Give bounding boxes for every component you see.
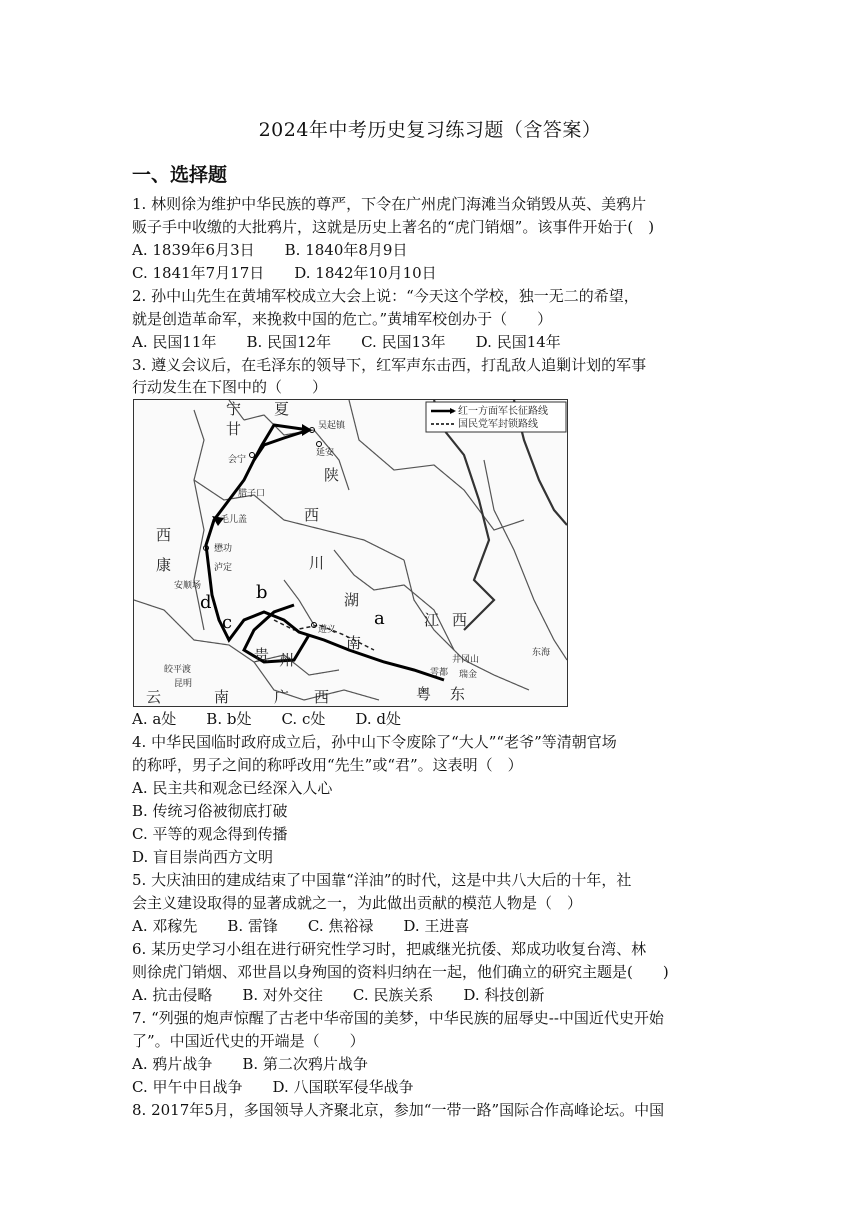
marker-d: d [200, 592, 212, 613]
province-label: 南 [214, 688, 230, 706]
place-label: 吴起镇 [318, 421, 346, 431]
q7-line-1: 7. “列强的炮声惊醒了古老中华帝国的美梦，中华民族的屈辱史--中国近代史开始 [132, 1009, 664, 1027]
q2-line-1: 2. 孙中山先生在黄埔军校成立大会上说：“今天这个学校，独一无二的希望， [132, 287, 639, 305]
section-heading: 一、选择题 [132, 164, 228, 186]
legend-route: 红一方面军长征路线 [458, 406, 548, 417]
place-label: 懋功 [214, 544, 233, 554]
province-label: 贵 [254, 646, 270, 664]
marker-a: a [374, 608, 385, 629]
province-labels [146, 400, 467, 706]
place-label: 腊子口 [238, 489, 266, 499]
q5-line-1: 5. 大庆油田的建成结束了中国靠“洋油”的时代，这是中共八大后的十年，社 [132, 871, 632, 889]
q6-line-2: 则徐虎门销烟、邓世昌以身殉国的资料归纳在一起，他们确立的研究主题是( ) [132, 963, 669, 981]
province-label: 夏 [274, 400, 290, 418]
place-label: 东海 [532, 648, 551, 658]
province-label: 西 [304, 506, 320, 524]
province-label: 甘 [226, 420, 242, 438]
q4-option-b: B. 传统习俗被彻底打破 [132, 802, 288, 820]
place-label: 会宁 [228, 455, 247, 465]
province-label: 宁 [226, 400, 242, 418]
place-label: 昆明 [174, 679, 193, 689]
q4-line-1: 4. 中华民国临时政府成立后，孙中山下令废除了“大人”“老爷”等清朝官场 [132, 733, 617, 751]
long-march-map [133, 399, 568, 707]
q3-line-1: 3. 遵义会议后，在毛泽东的领导下，红军声东击西，打乱敌人追剿计划的军事 [132, 356, 647, 374]
q3-line-2: 行动发生在下图中的（ ） [132, 378, 328, 396]
document-title: 2024年中考历史复习练习题（含答案） [258, 119, 602, 141]
province-label: 东 [450, 685, 466, 703]
province-label: 西 [156, 526, 172, 544]
province-label: 江 [424, 611, 440, 629]
place-label: 毛儿盖 [220, 515, 248, 525]
legend-blockade: 国民党军封锁路线 [458, 419, 538, 430]
q1-options-cd: C. 1841年7月17日 D. 1842年10月10日 [132, 264, 437, 282]
place-label: 皎平渡 [164, 665, 192, 675]
q5-options: A. 邓稼先 B. 雷锋 C. 焦裕禄 D. 王进喜 [132, 917, 470, 935]
q4-line-2: 的称呼，男子之间的称呼改用“先生”或“君”。这表明（ ） [132, 756, 523, 774]
province-label: 粤 [416, 685, 432, 703]
rivers [434, 400, 567, 630]
q5-line-2: 会主义建设取得的显著成就之一，为此做出贡献的模范人物是（ ） [132, 894, 583, 912]
q7-options-cd: C. 甲午中日战争 D. 八国联军侵华战争 [132, 1078, 414, 1096]
province-borders [134, 400, 567, 700]
marker-c: c [222, 612, 233, 633]
province-label: 西 [314, 688, 330, 706]
place-label: 延安 [316, 448, 335, 458]
q1-line-1: 1. 林则徐为维护中华民族的尊严，下令在广州虎门海滩当众销毁从英、美鸦片 [132, 195, 647, 213]
q2-options: A. 民国11年 B. 民国12年 C. 民国13年 D. 民国14年 [132, 333, 561, 351]
province-label: 西 [452, 611, 468, 629]
q1-options-ab: A. 1839年6月3日 B. 1840年8月9日 [132, 241, 408, 259]
q7-options-ab: A. 鸦片战争 B. 第二次鸦片战争 [132, 1055, 368, 1073]
q7-line-2: 了”。中国近代史的开端是（ ） [132, 1032, 365, 1050]
q6-options: A. 抗击侵略 B. 对外交往 C. 民族关系 D. 科技创新 [132, 986, 545, 1004]
place-label: 遵义 [318, 625, 337, 635]
place-label: 泸定 [214, 563, 233, 573]
q8-line-1: 8. 2017年5月，多国领导人齐聚北京，参加“一带一路”国际合作高峰论坛。中国 [132, 1101, 665, 1119]
province-label: 陕 [324, 466, 340, 484]
province-label: 康 [156, 556, 172, 574]
map-legend [426, 402, 566, 432]
province-label: 州 [279, 651, 295, 669]
q4-option-c: C. 平等的观念得到传播 [132, 825, 288, 843]
province-label: 广 [274, 688, 290, 706]
q1-line-2: 贩子手中收缴的大批鸦片，这就是历史上著名的“虎门销烟”。该事件开始于( ) [132, 218, 655, 236]
q2-line-2: 就是创造革命军，来挽救中国的危亡。”黄埔军校创办于（ ） [132, 310, 553, 328]
marker-b: b [256, 582, 268, 603]
province-label: 川 [309, 554, 325, 572]
q3-options: A. a处 B. b处 C. c处 D. d处 [132, 710, 401, 728]
map-svg [134, 400, 567, 706]
province-label: 湖 [344, 591, 360, 609]
province-label: 南 [346, 634, 362, 652]
place-label: 井冈山 [452, 655, 480, 665]
place-label: 雩都 [430, 668, 449, 678]
province-label: 云 [146, 688, 162, 706]
route-arrows [212, 424, 312, 526]
place-label: 瑞金 [459, 670, 478, 680]
place-label: 安顺场 [174, 581, 202, 591]
q4-option-a: A. 民主共和观念已经深入人心 [132, 779, 333, 797]
q6-line-1: 6. 某历史学习小组在进行研究性学习时，把戚继光抗倭、郑成功收复台湾、林 [132, 940, 647, 958]
q4-option-d: D. 盲目崇尚西方文明 [132, 848, 274, 866]
